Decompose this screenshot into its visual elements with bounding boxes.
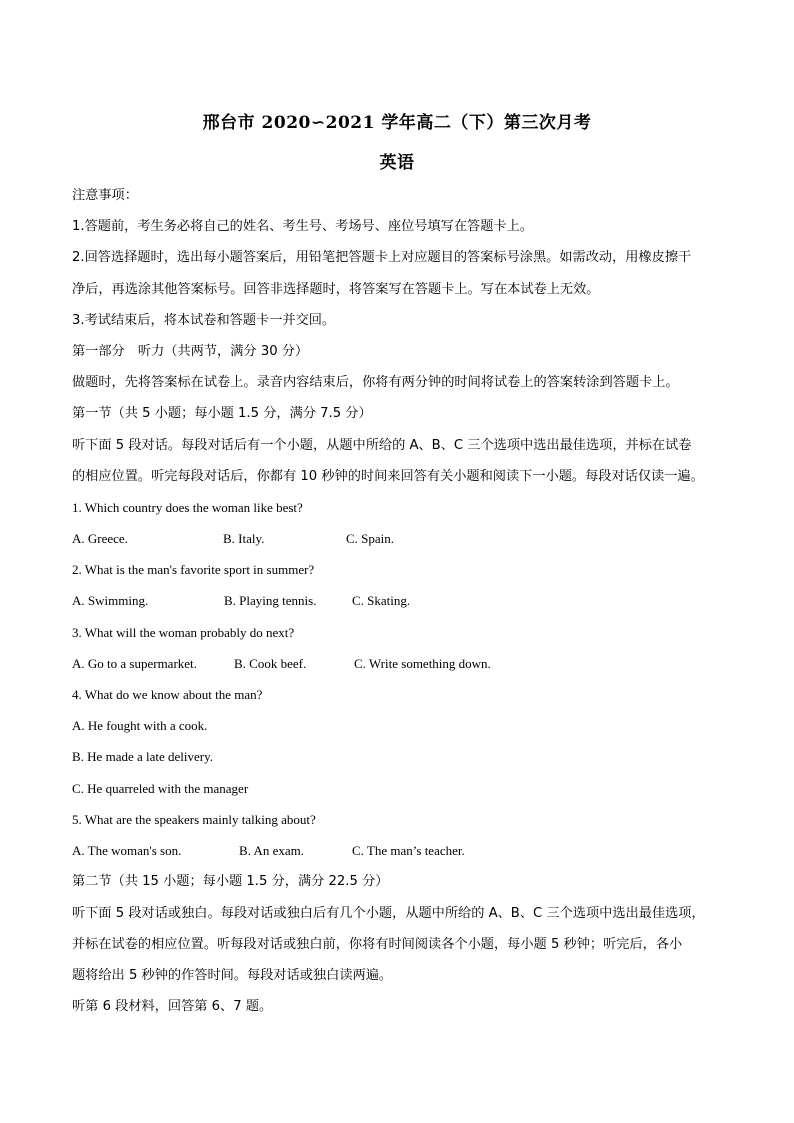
notice-item-2-line-1: 2.回答选择题时，选出每小题答案后，用铅笔把答题卡上对应题目的答案标号涂黑。如需改动，用橡皮擦干 bbox=[72, 250, 692, 265]
question-4-option-b: B. He made a late delivery. bbox=[72, 749, 214, 764]
question-3-option-c: C. Write something down. bbox=[354, 656, 491, 671]
question-4-option-c: C. He quarreled with the manager bbox=[72, 781, 249, 796]
question-1-stem: 1. Which country does the woman like best? bbox=[72, 500, 303, 515]
section2-instructions-line-1: 听下面 5 段对话或独白。每段对话或独白后有几个小题，从题中所给的 A、B、C 三个选项中选出最佳选项， bbox=[72, 906, 705, 921]
question-1-option-c: C. Spain. bbox=[346, 531, 395, 546]
question-3-option-a: A. Go to a supermarket. bbox=[72, 656, 197, 671]
question-2-option-a: A. Swimming. bbox=[72, 593, 149, 608]
question-3-stem: 3. What will the woman probably do next? bbox=[72, 625, 295, 640]
part1-instructions: 做题时，先将答案标在试卷上。录音内容结束后，你将有两分钟的时间将试卷上的答案转涂到答题卡上。 bbox=[72, 375, 679, 390]
question-2-option-c: C. Skating. bbox=[352, 593, 411, 608]
notice-item-1: 1.答题前，考生务必将自己的姓名、考生号、考场号、座位号填写在答题卡上。 bbox=[72, 219, 533, 234]
section2-heading: 第二节（共 15 小题；每小题 1.5 分，满分 22.5 分） bbox=[72, 874, 389, 889]
material-6-instruction: 听第 6 段材料，回答第 6、7 题。 bbox=[72, 999, 273, 1014]
question-4-option-a: A. He fought with a cook. bbox=[72, 718, 208, 733]
subject-title: 英语 bbox=[379, 153, 415, 173]
section2-instructions-line-3: 题将给出 5 秒钟的作答时间。每段对话或独白读两遍。 bbox=[72, 968, 393, 983]
part1-heading: 第一部分 听力（共两节，满分 30 分） bbox=[72, 344, 309, 359]
question-1-option-b: B. Italy. bbox=[223, 531, 265, 546]
question-3-option-b: B. Cook beef. bbox=[234, 656, 307, 671]
question-2-stem: 2. What is the man's favorite sport in summer? bbox=[72, 562, 315, 577]
question-2-option-b: B. Playing tennis. bbox=[224, 593, 317, 608]
notice-item-3: 3.考试结束后，将本试卷和答题卡一并交回。 bbox=[72, 313, 336, 328]
section2-instructions-line-2: 并标在试卷的相应位置。听每段对话或独白前，你将有时间阅读各个小题，每小题 5 秒钟；听完后，各小 bbox=[72, 937, 683, 952]
section1-instructions-line-2: 的相应位置。听完每段对话后，你都有 10 秒钟的时间来回答有关小题和阅读下一小题。每段对话仅读一遍。 bbox=[72, 469, 704, 484]
notice-item-2-line-2: 净后，再选涂其他答案标号。回答非选择题时，将答案写在答题卡上。写在本试卷上无效。 bbox=[72, 282, 600, 297]
question-5-option-b: B. An exam. bbox=[239, 843, 304, 858]
question-5-option-c: C. The man’s teacher. bbox=[352, 843, 465, 858]
question-1-option-a: A. Greece. bbox=[72, 531, 128, 546]
question-4-stem: 4. What do we know about the man? bbox=[72, 687, 263, 702]
question-5-stem: 5. What are the speakers mainly talking about? bbox=[72, 812, 316, 827]
section1-heading: 第一节（共 5 小题；每小题 1.5 分，满分 7.5 分） bbox=[72, 406, 372, 421]
notice-heading: 注意事项： bbox=[72, 188, 138, 203]
exam-title: 邢台市 2020∽2021 学年高二（下）第三次月考 bbox=[202, 113, 592, 133]
section1-instructions-line-1: 听下面 5 段对话。每段对话后有一个小题，从题中所给的 A、B、C 三个选项中选出最佳选项，并标在试卷 bbox=[72, 438, 692, 453]
question-5-option-a: A. The woman's son. bbox=[72, 843, 182, 858]
